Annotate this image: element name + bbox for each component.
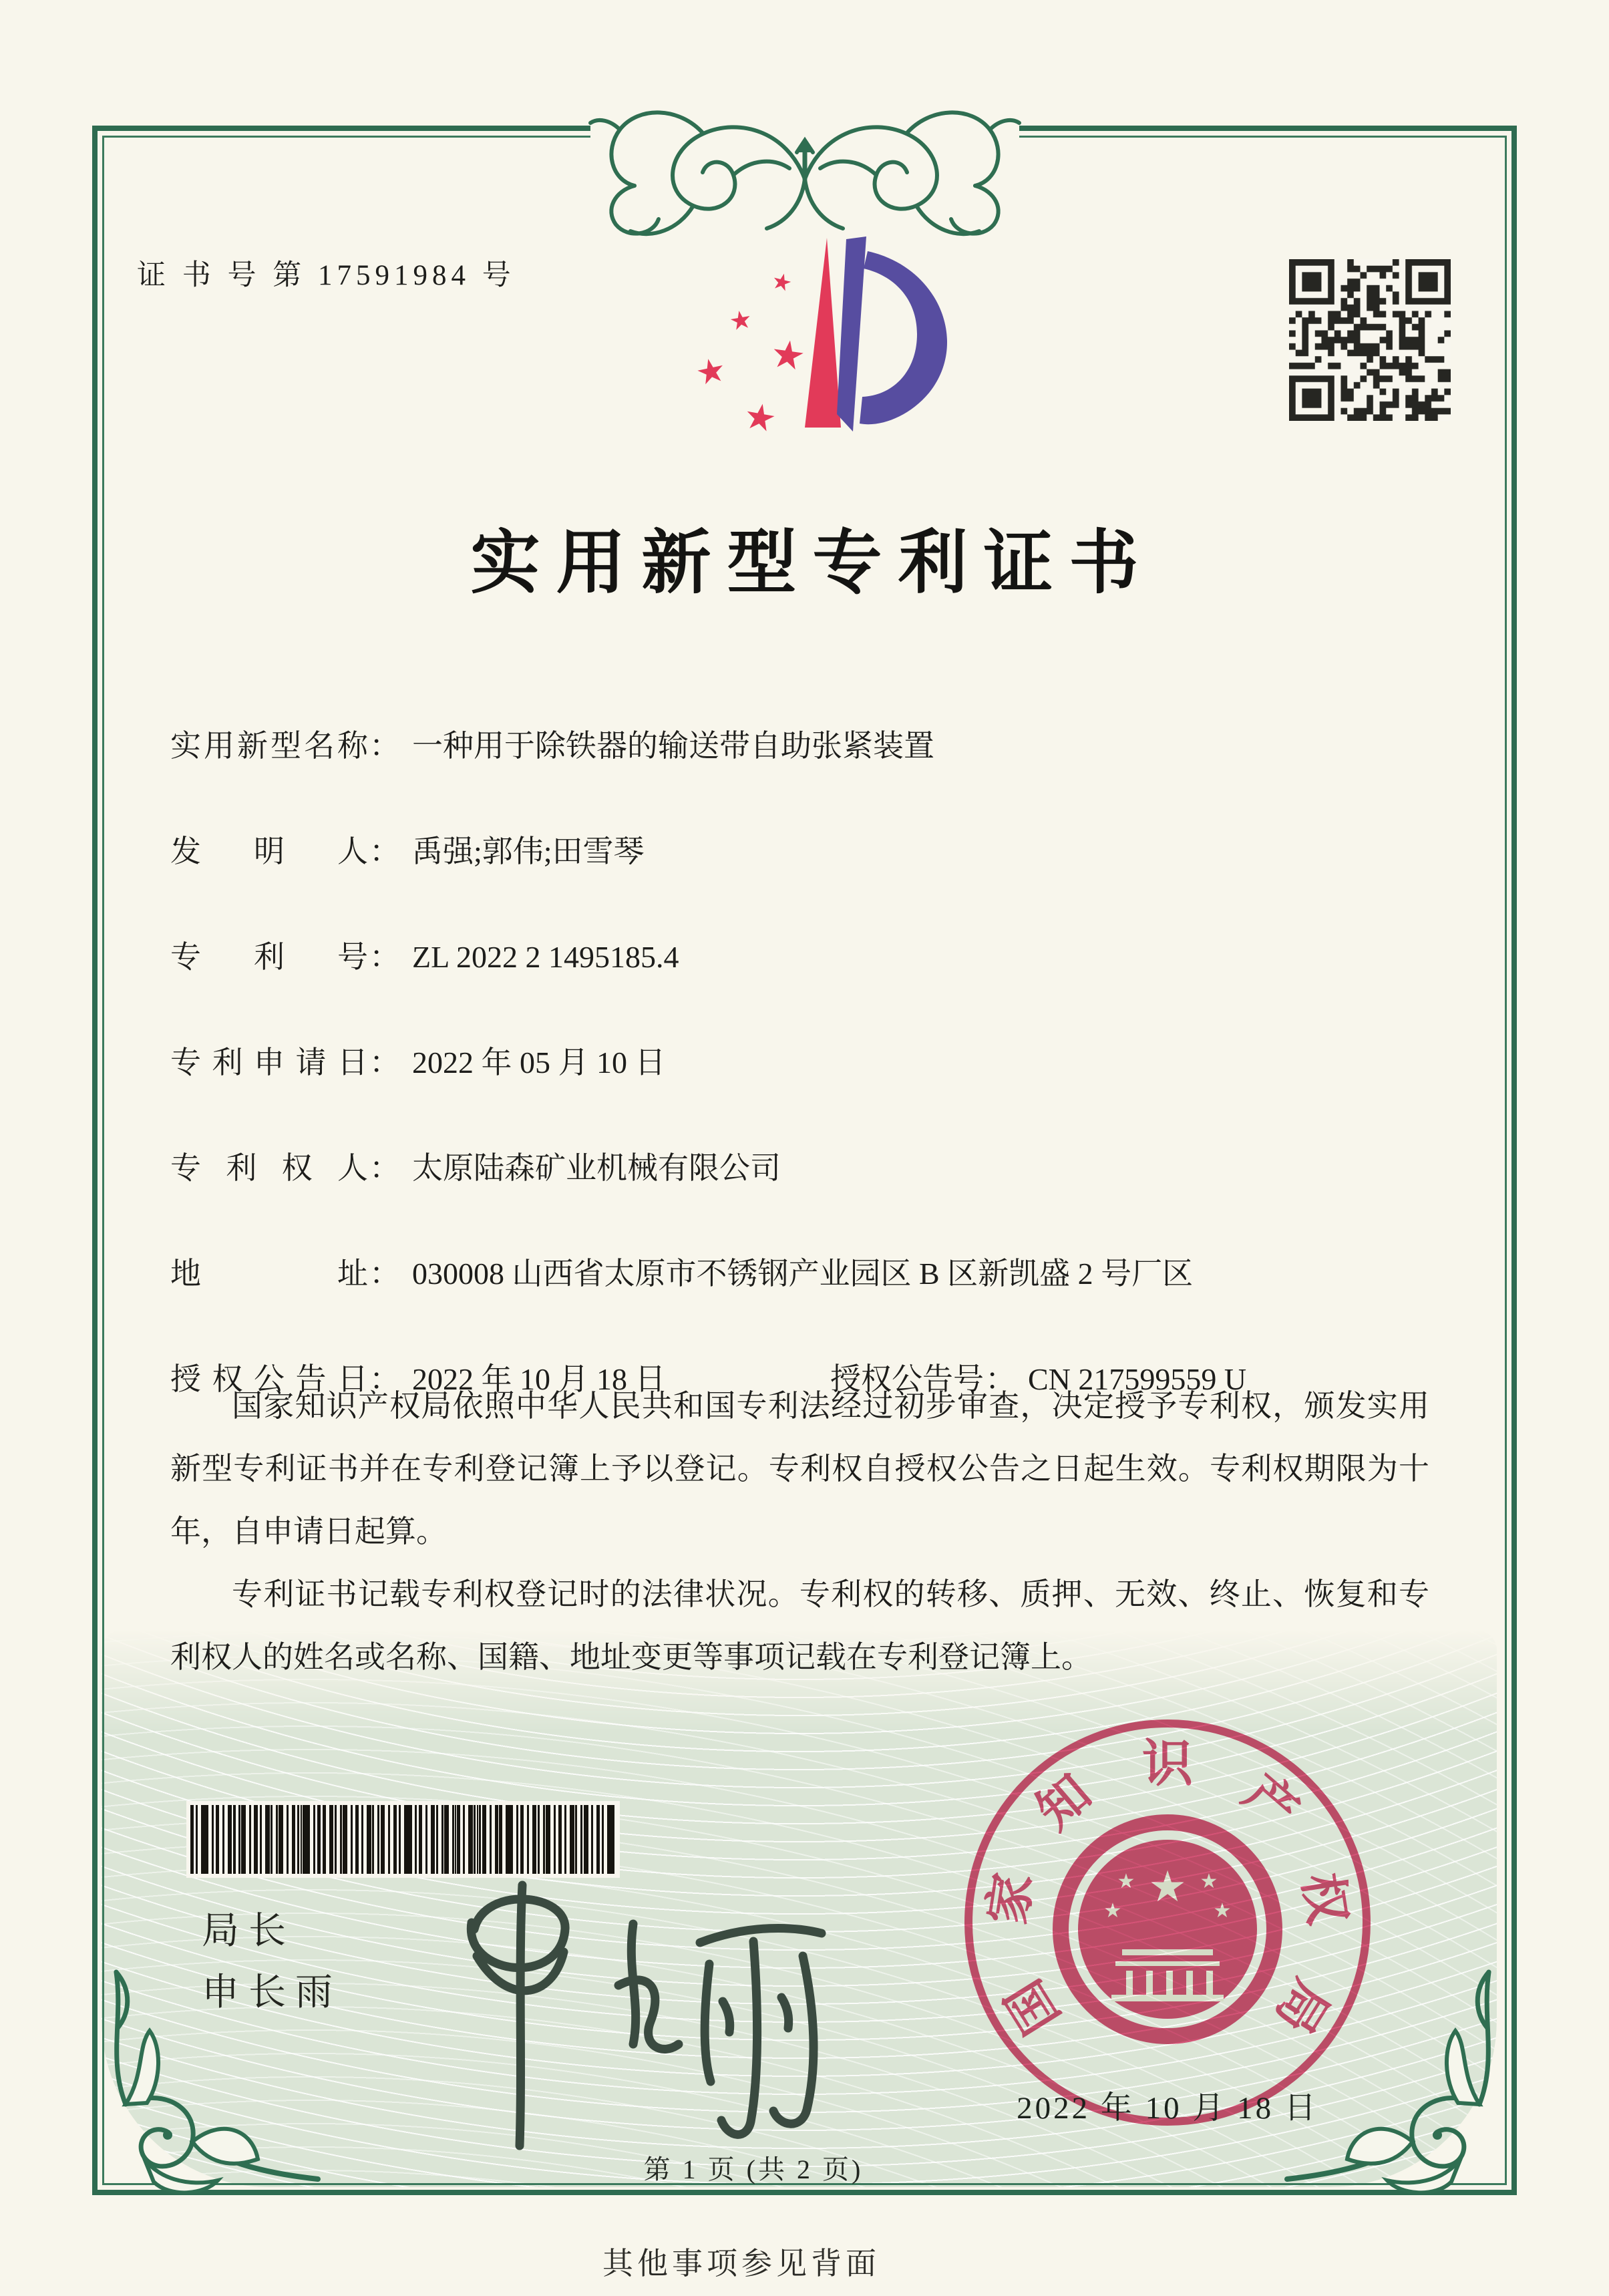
svg-text:★: ★	[1213, 1900, 1232, 1922]
svg-text:★: ★	[1117, 1870, 1135, 1893]
field-value: CN 217599559 U	[1028, 1362, 1247, 1396]
svg-text:★: ★	[1103, 1900, 1122, 1922]
field-row-address: 地址： 030008 山西省太原市不锈钢产业园区 B 区新凯盛 2 号厂区	[170, 1249, 1439, 1289]
field-row-inventors: 发明人： 禹强;郭伟;田雪琴	[170, 827, 1439, 867]
back-side-note: 其他事项参见背面	[602, 2247, 880, 2281]
svg-text:知: 知	[1027, 1764, 1102, 1840]
field-row-grant: 授权公告日： 2022 年 10 月 18 日 授权公告号： CN 217599559 U	[170, 1355, 1439, 1395]
field-row-patent-number: 专利号： ZL 2022 2 1495185.4	[170, 933, 1439, 973]
field-value: 2022 年 10 月 18 日	[412, 1362, 666, 1396]
qr-code	[1289, 259, 1451, 421]
field-label: 授权公告号	[830, 1362, 984, 1396]
svg-text:★: ★	[692, 349, 730, 393]
svg-text:权: 权	[1292, 1869, 1356, 1929]
field-row-filing-date: 专利申请日： 2022 年 05 月 10 日	[170, 1038, 1439, 1078]
field-label: 授权公告日	[170, 1362, 368, 1396]
svg-text:局: 局	[1264, 1970, 1339, 2043]
field-label: 地址	[170, 1257, 368, 1291]
cnipa-seal	[954, 1709, 1381, 2136]
certificate-title: 实用新型专利证书	[470, 525, 1155, 602]
field-label: 发明人	[170, 834, 368, 868]
legal-text-block	[170, 1375, 1429, 1689]
director-name: 申长雨	[202, 1972, 342, 2013]
field-value: 2022 年 05 月 10 日	[412, 1045, 666, 1080]
field-label: 专利权人	[170, 1151, 368, 1185]
field-pair-grant-number: 授权公告号： CN 217599559 U	[830, 1355, 1246, 1399]
svg-text:家: 家	[979, 1869, 1043, 1929]
field-label: 专利号	[170, 940, 368, 974]
field-value: 禹强;郭伟;田雪琴	[412, 834, 645, 868]
field-label: 专利申请日	[170, 1045, 368, 1080]
cnipa-logo	[671, 228, 965, 449]
field-row-patentee: 专利权人： 太原陆森矿业机械有限公司	[170, 1144, 1439, 1184]
svg-text:★: ★	[769, 268, 795, 297]
certificate-number: 证 书 号 第 17591984 号	[137, 260, 516, 291]
legal-paragraph-1: 国家知识产权局依照中华人民共和国专利法经过初步审查，决定授予专利权，颁发实用新型专利证书并在专利登记簿上予以登记。专利权自授权公告之日起生效。专利权期限为十年，自申请日起算。	[170, 1389, 1429, 1548]
svg-text:国: 国	[996, 1970, 1071, 2043]
field-value: 030008 山西省太原市不锈钢产业园区 B 区新凯盛 2 号厂区	[412, 1257, 1194, 1291]
svg-text:产: 产	[1233, 1764, 1308, 1840]
svg-text:★: ★	[727, 305, 755, 337]
svg-text:★: ★	[741, 395, 780, 441]
svg-text:★: ★	[1200, 1870, 1218, 1893]
field-value: 一种用于除铁器的输送带自助张紧装置	[412, 729, 934, 763]
legal-paragraph-2: 专利证书记载专利权登记时的法律状况。专利权的转移、质押、无效、终止、恢复和专利权人的姓名或名称、国籍、地址变更等事项记载在专利登记簿上。	[170, 1577, 1429, 1674]
field-label: 实用新型名称	[170, 729, 368, 763]
svg-text:识: 识	[1142, 1736, 1193, 1792]
field-value: ZL 2022 2 1495185.4	[412, 940, 679, 974]
svg-text:★: ★	[1148, 1863, 1187, 1911]
seal-date: 2022 年 10 月 18 日	[1017, 2091, 1318, 2126]
svg-text:★: ★	[767, 331, 809, 379]
director-title: 局长	[202, 1911, 295, 1952]
field-row-name: 实用新型名称： 一种用于除铁器的输送带自助张紧装置	[170, 721, 1439, 762]
field-value: 太原陆森矿业机械有限公司	[412, 1151, 781, 1185]
page-number: 第 1 页 (共 2 页)	[643, 2154, 864, 2184]
handwritten-signature	[421, 1844, 862, 2164]
